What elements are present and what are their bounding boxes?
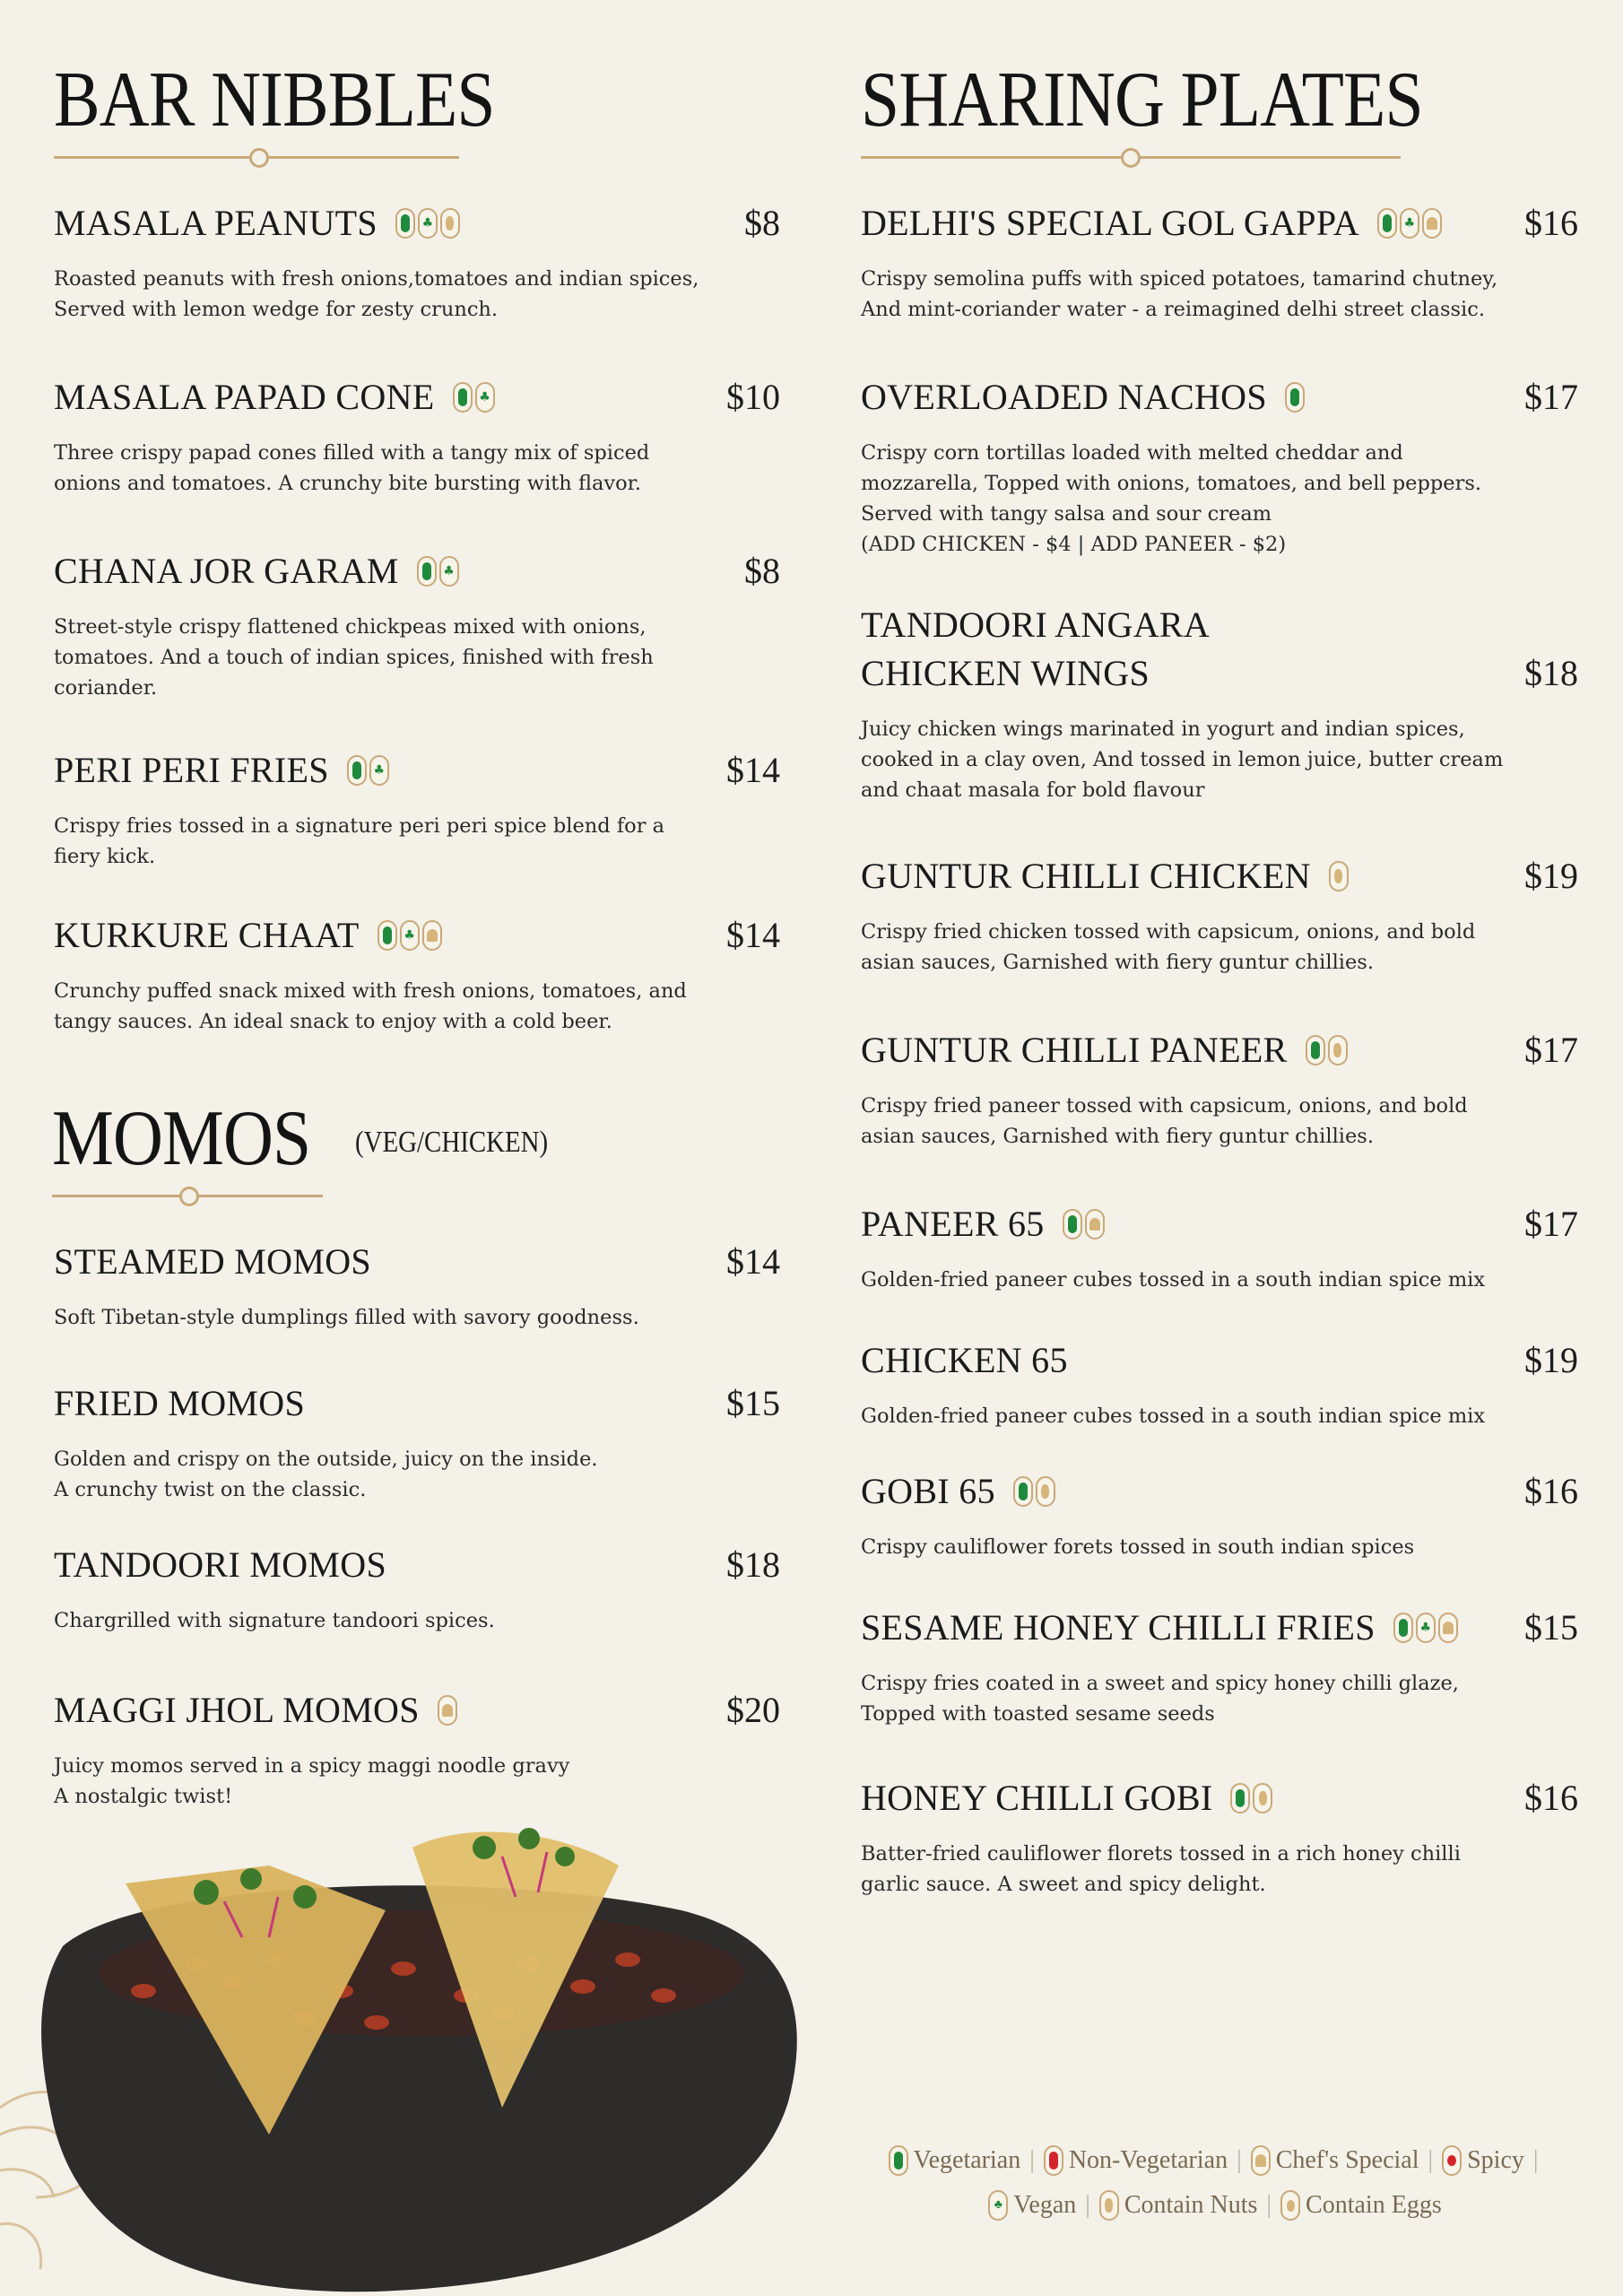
menu-item: [861, 199, 1578, 325]
vegetarian-icon: [1393, 1613, 1413, 1643]
legend-item: [1099, 2183, 1258, 2228]
vegetarian-icon: [417, 556, 437, 587]
menu-item: [54, 373, 780, 499]
dietary-icons: [1393, 1613, 1458, 1643]
legend-item: [889, 2138, 1021, 2183]
menu-item-price: $17: [1524, 1030, 1578, 1070]
legend-separator: |: [1266, 2191, 1272, 2219]
menu-item-name: OVERLOADED NACHOS: [861, 377, 1267, 417]
dietary-legend: [843, 2138, 1587, 2228]
menu-item-header: [861, 1026, 1578, 1074]
menu-item-name: GUNTUR CHILLI PANEER: [861, 1030, 1288, 1070]
menu-item-name: DELHI'S SPECIAL GOL GAPPA: [861, 203, 1359, 243]
menu-item-name: KURKURE CHAAT: [54, 915, 360, 955]
menu-item-price: $16: [1524, 1471, 1578, 1511]
vegan-icon: ♣: [1400, 208, 1419, 239]
bar-nibbles-header: [54, 57, 780, 167]
legend-item: [1442, 2138, 1524, 2183]
legend-row: [843, 2183, 1587, 2228]
menu-item-price: $14: [726, 1241, 780, 1282]
menu-item: [861, 373, 1578, 560]
menu-item: [54, 1686, 780, 1812]
menu-item-header: [861, 1336, 1578, 1385]
chefs-special-icon: [1085, 1209, 1105, 1239]
vegan-icon: ♣: [475, 382, 495, 413]
legend-item: [1044, 2138, 1228, 2183]
momos-header: [52, 1095, 778, 1205]
menu-item-name: CHANA JOR GARAM: [54, 551, 399, 591]
menu-item-price: $8: [744, 551, 780, 591]
menu-item-price: $16: [1524, 203, 1578, 243]
menu-item-header: [861, 1604, 1578, 1652]
legend-label: Vegan: [1013, 2191, 1077, 2219]
menu-item-description: Roasted peanuts with fresh onions,tomatoes and indian spices, Served with lemon wedge for zesty crunch.: [54, 267, 699, 321]
menu-item-price: $16: [1524, 1778, 1578, 1818]
dietary-icons: [1306, 1035, 1348, 1065]
legend-label: Spicy: [1467, 2146, 1524, 2174]
vegetarian-icon: [1306, 1035, 1325, 1065]
chefs-special-icon: [1438, 1613, 1458, 1643]
bowl-illustration: [41, 1828, 797, 2292]
dietary-icons: [1329, 861, 1349, 891]
vegetarian-icon: [1013, 1476, 1033, 1507]
menu-item-price: $20: [726, 1690, 780, 1730]
legend-item: [988, 2183, 1076, 2228]
menu-item-header: [54, 911, 780, 960]
menu-item: [54, 1541, 780, 1636]
menu-item-price: $14: [726, 915, 780, 955]
vegetarian-icon: [889, 2145, 908, 2176]
menu-item-name: SESAME HONEY CHILLI FRIES: [861, 1607, 1376, 1648]
vegan-icon: ♣: [369, 755, 389, 786]
vegan-icon: ♣: [418, 208, 438, 239]
legend-label: Contain Eggs: [1306, 2191, 1442, 2219]
vegan-icon: ♣: [439, 556, 459, 587]
menu-item-header: [861, 852, 1578, 900]
dietary-icons: [1063, 1209, 1105, 1239]
vegetarian-icon: [453, 382, 473, 413]
menu-item-price: $19: [1524, 856, 1578, 896]
menu-item-header: [54, 1379, 780, 1428]
menu-item-name: FRIED MOMOS: [54, 1383, 306, 1423]
menu-item-price: $14: [726, 750, 780, 790]
menu-item-header: [54, 1541, 780, 1589]
menu-item-description: Crispy semolina puffs with spiced potatoes, tamarind chutney, And mint-coriander water - a reimagined delhi street classic.: [861, 267, 1498, 321]
menu-item-price: $8: [744, 203, 780, 243]
menu-item-description: Golden-fried paneer cubes tossed in a south indian spice mix: [861, 1268, 1486, 1292]
menu-item-price: $18: [1524, 653, 1578, 693]
menu-item-description: Golden-fried paneer cubes tossed in a south indian spice mix: [861, 1405, 1486, 1428]
menu-item-price: $19: [1524, 1340, 1578, 1380]
nuts-icon: [440, 208, 460, 239]
dietary-icons: [417, 556, 459, 587]
menu-item-description: Chargrilled with signature tandoori spices.: [54, 1609, 495, 1632]
menu-item-name: PERI PERI FRIES: [54, 750, 329, 790]
menu-item-description: Juicy momos served in a spicy maggi noodle gravy A nostalgic twist!: [54, 1754, 570, 1808]
chefs-special-icon: [1422, 208, 1442, 239]
menu-item-price: $15: [726, 1383, 780, 1423]
vegetarian-icon: [1377, 208, 1397, 239]
menu-item: [861, 852, 1578, 978]
menu-item: [861, 1200, 1578, 1295]
menu-item-description: Three crispy papad cones filled with a tangy mix of spiced onions and tomatoes. A crunchy bite bursting with flavor.: [54, 441, 650, 495]
menu-item-description: Crispy fried chicken tossed with capsicum, onions, and bold asian sauces, Garnished with fiery guntur chillies.: [861, 920, 1476, 974]
menu-item-header: [861, 373, 1578, 422]
spicy-icon: [1442, 2145, 1462, 2176]
menu-item-header: [861, 199, 1578, 248]
menu-item: [861, 1336, 1578, 1431]
vegetarian-icon: [1063, 1209, 1082, 1239]
menu-item-header: [861, 601, 1578, 698]
menu-item-name: STEAMED MOMOS: [54, 1241, 371, 1282]
legend-row: [843, 2138, 1587, 2183]
menu-item-name: MASALA PEANUTS: [54, 203, 378, 243]
legend-separator: |: [1237, 2146, 1242, 2174]
vegan-icon: ♣: [400, 920, 420, 951]
nuts-icon: [1036, 1476, 1055, 1507]
nuts-icon: [1253, 1783, 1272, 1813]
menu-item-name: GUNTUR CHILLI CHICKEN: [861, 856, 1311, 896]
menu-item-description: Crunchy puffed snack mixed with fresh onions, tomatoes, and tangy sauces. An ideal snack to enjoy with a cold beer.: [54, 979, 687, 1033]
menu-item: [861, 1026, 1578, 1152]
dietary-icons: [1013, 1476, 1055, 1507]
legend-separator: |: [1029, 2146, 1035, 2174]
menu-item: [861, 1467, 1578, 1562]
vegetarian-icon: [347, 755, 367, 786]
menu-item-name: CHICKEN 65: [861, 1340, 1068, 1380]
menu-item-name: TANDOORI ANGARA CHICKEN WINGS: [861, 604, 1211, 693]
vegetarian-icon: [378, 920, 397, 951]
nuts-icon: [1329, 861, 1349, 891]
menu-item-header: [861, 1774, 1578, 1822]
nuts-icon: [1328, 1035, 1348, 1065]
menu-item: [54, 911, 780, 1037]
menu-item-header: [54, 547, 780, 596]
menu-item-price: $15: [1524, 1607, 1578, 1648]
menu-item-header: [54, 199, 780, 248]
menu-item-header: [54, 1686, 780, 1735]
menu-item-price: $18: [726, 1544, 780, 1585]
chefs-special-icon: [422, 920, 442, 951]
menu-item-description: Crispy fries coated in a sweet and spicy honey chilli glaze, Topped with toasted sesame seeds: [861, 1672, 1459, 1726]
menu-item-description: Golden and crispy on the outside, juicy on the inside. A crunchy twist on the classic.: [54, 1448, 598, 1501]
menu-item-description: Street-style crispy flattened chickpeas mixed with onions, tomatoes. And a touch of indian spices, finished with fresh coriander.: [54, 615, 654, 700]
menu-item-description: Crispy corn tortillas loaded with melted cheddar and mozzarella, Topped with onions, tomatoes, and bell peppers. Served with tangy salsa and sour cream (ADD CHICKEN - $4 | ADD PANEER - $2): [861, 441, 1482, 556]
chefs-special-icon: [438, 1695, 457, 1726]
vegan-icon: ♣: [988, 2190, 1008, 2221]
menu-item-description: Crispy cauliflower forets tossed in south indian spices: [861, 1535, 1415, 1559]
dietary-icons: [395, 208, 460, 239]
menu-item-name: HONEY CHILLI GOBI: [861, 1778, 1213, 1818]
menu-item-description: Crispy fries tossed in a signature peri peri spice blend for a fiery kick.: [54, 814, 665, 868]
title-divider: [54, 147, 780, 167]
section-title-momos: MOMOS: [52, 1095, 311, 1182]
menu-item-name: MASALA PAPAD CONE: [54, 377, 435, 417]
menu-item: [54, 199, 780, 325]
vegan-icon: ♣: [1416, 1613, 1436, 1643]
menu-item-description: Juicy chicken wings marinated in yogurt and indian spices, cooked in a clay oven, And tossed in lemon juice, butter cream and chaat masala for bold flavour: [861, 718, 1504, 802]
legend-item: [1251, 2138, 1419, 2183]
vegetarian-icon: [395, 208, 415, 239]
menu-item: [54, 547, 780, 703]
menu-item-header: [54, 373, 780, 422]
menu-item: [861, 1604, 1578, 1729]
chefs-special-icon: [1251, 2145, 1271, 2176]
dietary-icons: [438, 1695, 457, 1726]
legend-label: Vegetarian: [913, 2146, 1021, 2174]
food-photo: [0, 1812, 825, 2296]
dietary-icons: [453, 382, 495, 413]
nuts-icon: [1099, 2190, 1119, 2221]
legend-separator: |: [1428, 2146, 1434, 2174]
dietary-icons: [1377, 208, 1442, 239]
sharing-plates-header: [861, 57, 1578, 167]
menu-item: [861, 601, 1578, 805]
menu-item-name: PANEER 65: [861, 1204, 1045, 1244]
vegetarian-icon: [1285, 382, 1305, 413]
menu-item: [54, 746, 780, 872]
vegetarian-icon: [1230, 1783, 1250, 1813]
menu-item-name: GOBI 65: [861, 1471, 995, 1511]
dietary-icons: [1285, 382, 1305, 413]
menu-item-header: [54, 1238, 780, 1286]
menu-item-description: Crispy fried paneer tossed with capsicum, onions, and bold asian sauces, Garnished with fiery guntur chillies.: [861, 1094, 1468, 1148]
legend-separator: |: [1532, 2146, 1539, 2174]
menu-item: [861, 1774, 1578, 1900]
menu-item-header: [54, 746, 780, 795]
menu-item: [54, 1238, 780, 1333]
legend-item: [1280, 2183, 1442, 2228]
menu-item-description: Soft Tibetan-style dumplings filled with savory goodness.: [54, 1306, 639, 1329]
section-title-sharing-plates: SHARING PLATES: [861, 57, 1423, 144]
legend-separator: |: [1085, 2191, 1090, 2219]
dietary-icons: [1230, 1783, 1272, 1813]
section-title-bar-nibbles: BAR NIBBLES: [54, 57, 495, 144]
legend-label: Contain Nuts: [1124, 2191, 1258, 2219]
dietary-icons: [347, 755, 389, 786]
menu-item-name: MAGGI JHOL MOMOS: [54, 1690, 420, 1730]
menu-item-header: [861, 1200, 1578, 1248]
title-divider: [861, 147, 1578, 167]
eggs-icon: [1280, 2190, 1300, 2221]
title-divider: [52, 1186, 778, 1205]
menu-item-price: $10: [726, 377, 780, 417]
dietary-icons: [378, 920, 442, 951]
legend-label: Non-Vegetarian: [1068, 2146, 1228, 2174]
menu-item-price: $17: [1524, 377, 1578, 417]
legend-label: Chef's Special: [1275, 2146, 1419, 2174]
menu-item-price: $17: [1524, 1204, 1578, 1244]
non-vegetarian-icon: [1044, 2145, 1063, 2176]
menu-item: [54, 1379, 780, 1505]
menu-item-description: Batter-fried cauliflower florets tossed in a rich honey chilli garlic sauce. A sweet and spicy delight.: [861, 1842, 1461, 1896]
menu-item-header: [861, 1467, 1578, 1516]
menu-item-name: TANDOORI MOMOS: [54, 1544, 387, 1585]
momos-subtitle: (VEG/CHICKEN): [354, 1126, 548, 1159]
